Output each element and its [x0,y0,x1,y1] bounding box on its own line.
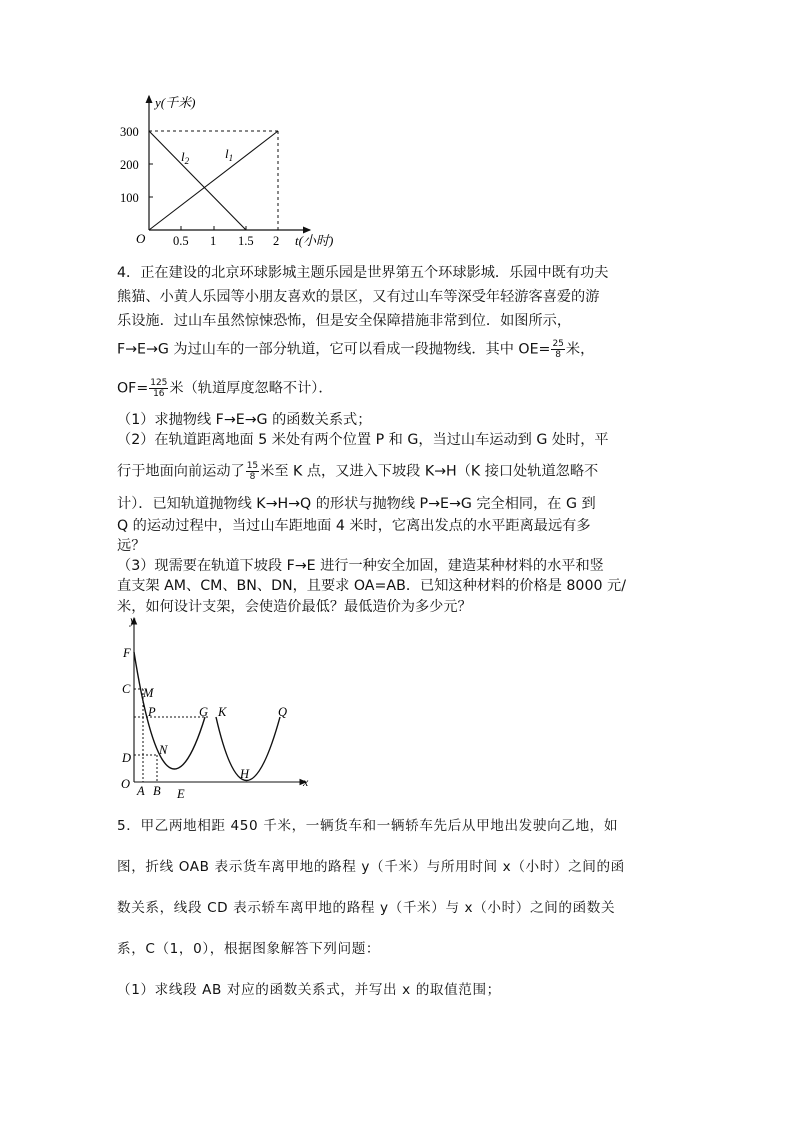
p4-question-2-line-2 [117,461,598,482]
distance-time-graph [110,90,340,260]
p4-question-1: （1）求抛物线 F→E→G 的函数关系式； [117,412,372,428]
parabola-feg [134,652,205,769]
label-Q: Q [278,705,288,719]
p4-question-2-line-3: 计）．已知轨道抛物线 K→H→Q 的形状与抛物线 P→E→G 完全相同，在 G 到 [117,496,596,512]
p5-line-4: 系，C（1，0），根据图象解答下列问题： [117,941,381,957]
line-l2 [149,131,246,230]
fraction-den: 8 [555,350,562,360]
label-A: A [137,784,145,798]
p4-question-2-line-5: 远？ [117,538,146,554]
line-l1 [149,131,278,230]
label-E: E [177,787,185,801]
x-tick-0.5: 0.5 [173,234,189,248]
x-tick-2: 2 [273,234,280,248]
y-axis-label: y(千米) [155,95,196,110]
p5-line-1: 5．甲乙两地相距 450 千米，一辆货车和一辆轿车先后从甲地出发驶向乙地，如 [117,818,619,834]
label-O: O [121,777,131,791]
label-x: x [303,775,309,789]
fraction-oe [551,339,564,360]
fraction-gk [246,461,259,482]
label-D: D [122,751,132,765]
origin-label: O [136,231,146,246]
p5-line-2: 图，折线 OAB 表示货车离甲地的路程 y（千米）与所用时间 x（小时）之间的函 [117,859,625,875]
label-F: F [123,646,131,660]
p5-line-3: 数关系，线段 CD 表示轿车离甲地的路程 y（千米）与 x（小时）之间的函数关 [117,900,616,916]
p4-line-5 [117,378,333,399]
p4-q2-post: 米至 K 点，又进入下坡段 K→H（K 接口处轨道忽略不 [260,463,599,480]
x-tick-1.5: 1.5 [238,234,254,248]
label-l1: $l_1$ [225,146,234,163]
fraction-num: 15 [246,461,259,471]
p4-line-4 [117,339,594,360]
p4-q2-pre: 行于地面向前运动了 [117,463,245,480]
label-K: K [218,705,227,719]
p4-question-3-line-3: 米，如何设计支架，会使造价最低？最低造价为多少元？ [117,599,472,615]
p4-question-3-line-2: 直支架 AM、CM、BN、DN，且要求 OA=AB．已知这种材料的价格是 8000 元/ [117,578,626,594]
p4-question-3-line-1: （3）现需要在轨道下坡段 F→E 进行一种安全加固，建造某种材料的水平和竖 [117,558,604,574]
label-M: M [143,686,154,700]
p4-line-4-post: 米， [565,341,595,358]
y-tick-300: 300 [120,125,139,139]
label-C: C [122,682,131,696]
p4-line-5-post: 米（轨道厚度忽略不计）． [169,380,333,397]
p4-line-3: 乐设施．过山车虽然惊悚恐怖，但是安全保障措施非常到位．如图所示， [117,313,572,329]
y-tick-100: 100 [120,191,139,205]
fraction-of [149,378,168,399]
label-G: G [199,705,209,719]
x-tick-1: 1 [210,234,217,248]
y-tick-200: 200 [120,158,139,172]
label-N: N [159,743,168,757]
fraction-num: 125 [150,378,168,388]
x-axis-label: t(小时) [295,233,334,248]
p4-line-4-pre: F→E→G 为过山车的一部分轨道，它可以看成一段抛物线．其中 OE= [117,341,551,358]
p4-line-5-pre: OF= [117,380,149,397]
p4-line-2: 熊猫、小黄人乐园等小朋友喜欢的景区，又有过山车等深受年轻游客喜爱的游 [117,289,600,305]
p4-line-1: 4．正在建设的北京环球影城主题乐园是世界第五个环球影城．乐园中既有功夫 [117,265,609,281]
roller-coaster-graph [110,612,325,802]
label-l2: $l_2$ [181,149,190,166]
label-P: P [148,705,156,719]
label-y: y [130,613,136,627]
label-H: H [240,767,250,781]
fraction-num: 25 [552,339,564,349]
fraction-den: 8 [249,472,256,482]
p5-question-1: （1）求线段 AB 对应的函数关系式，并写出 x 的取值范围； [117,982,501,998]
label-B: B [153,784,161,798]
p4-question-2-line-1: （2）在轨道距离地面 5 米处有两个位置 P 和 G，当过山车运动到 G 处时，平 [117,432,609,448]
p4-question-2-line-4: Q 的运动过程中，当过山车距地面 4 米时，它离出发点的水平距离最远有多 [117,518,591,534]
fraction-den: 16 [153,389,165,399]
